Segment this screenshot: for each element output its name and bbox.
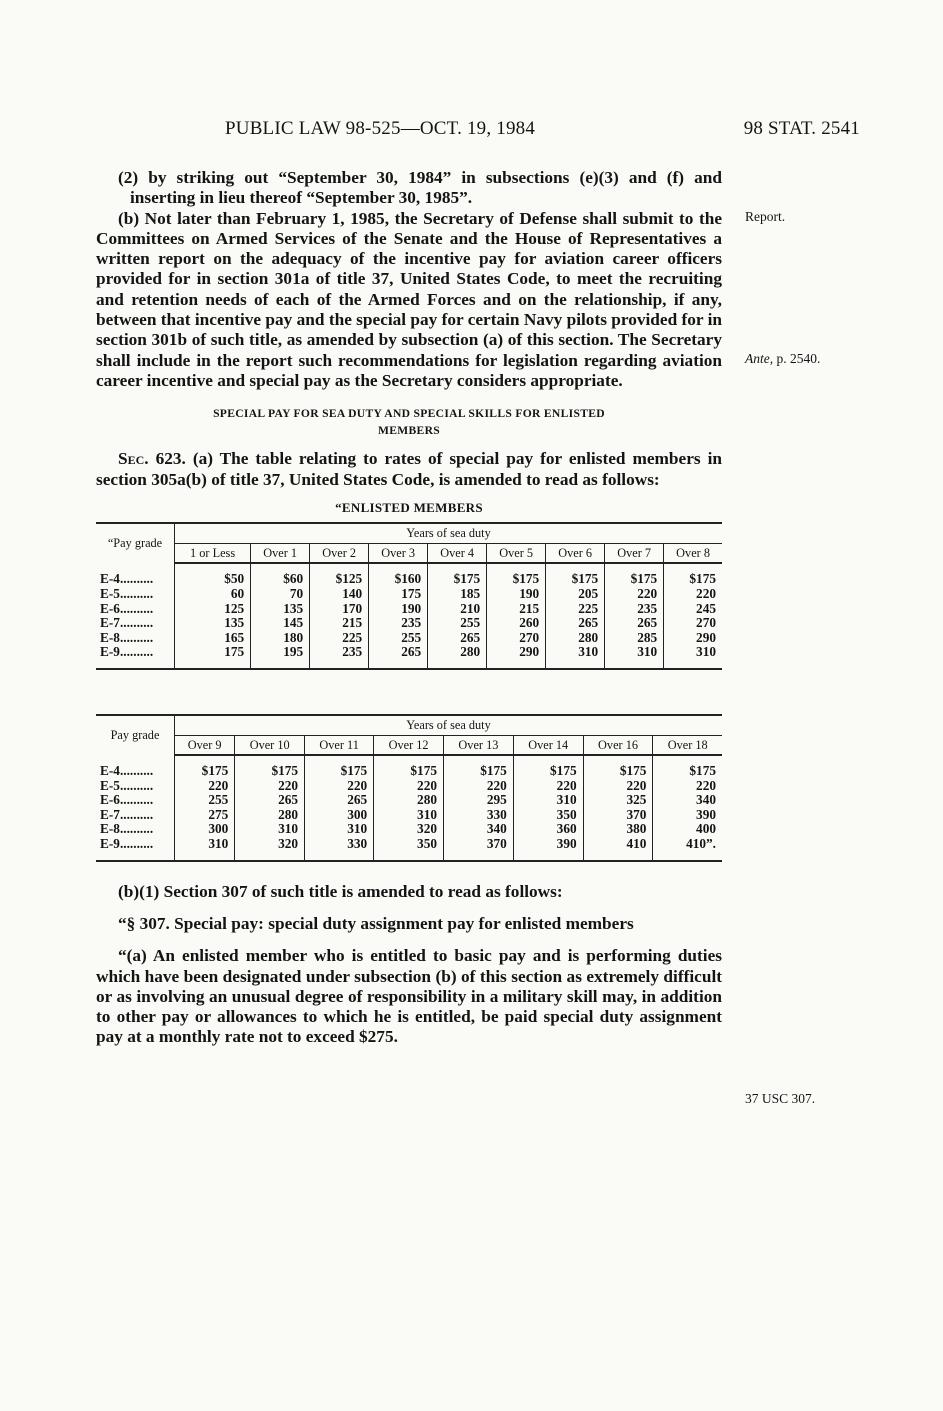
rate-cell: 215 bbox=[310, 616, 369, 631]
rate-cell: 310 bbox=[235, 822, 305, 837]
rate-cell: 140 bbox=[310, 587, 369, 602]
rate-cell: $175 bbox=[653, 755, 722, 779]
rate-cell: 70 bbox=[251, 587, 310, 602]
table-row bbox=[96, 837, 722, 861]
table1-column-header: Over 3 bbox=[369, 543, 428, 563]
rate-cell: 220 bbox=[374, 779, 444, 794]
rate-cell: 135 bbox=[175, 616, 251, 631]
table2-column-header: Over 16 bbox=[583, 735, 653, 755]
table-row bbox=[96, 587, 722, 602]
table1-column-header: Over 8 bbox=[664, 543, 722, 563]
rate-cell: 340 bbox=[444, 822, 514, 837]
rate-cell: 410 bbox=[583, 837, 653, 861]
rate-cell: 195 bbox=[251, 645, 310, 669]
rate-cell: 265 bbox=[428, 631, 487, 646]
pay-grade-cell: E-4.......... bbox=[100, 762, 154, 778]
pay-grade-cell: E-8.......... bbox=[100, 821, 154, 837]
table-row bbox=[96, 755, 722, 779]
rate-cell: 225 bbox=[310, 631, 369, 646]
rate-cell: 220 bbox=[235, 779, 305, 794]
rate-cell: 275 bbox=[175, 808, 235, 823]
rate-cell: 265 bbox=[369, 645, 428, 669]
rate-cell: 235 bbox=[605, 602, 664, 617]
paragraph-section-307-amend: (b)(1) Section 307 of such title is amended to read as follows: bbox=[118, 881, 563, 901]
rate-cell: 320 bbox=[374, 822, 444, 837]
table1-span-header: Years of sea duty bbox=[175, 523, 723, 543]
rate-cell: 220 bbox=[513, 779, 583, 794]
table2-column-header: Over 9 bbox=[175, 735, 235, 755]
margin-note-usc: 37 USC 307. bbox=[745, 1091, 816, 1106]
rate-cell: 190 bbox=[369, 602, 428, 617]
rate-cell: 125 bbox=[175, 602, 251, 617]
rate-cell: 390 bbox=[513, 837, 583, 861]
rate-cell: 280 bbox=[428, 645, 487, 669]
table1-grade-header: “Pay grade bbox=[96, 523, 175, 563]
rate-cell: 310 bbox=[305, 822, 374, 837]
rate-cell: $175 bbox=[605, 563, 664, 587]
rate-cell: $175 bbox=[487, 563, 546, 587]
table-row bbox=[96, 616, 722, 631]
table-row bbox=[96, 645, 722, 669]
pay-grade-cell: E-5.......... bbox=[100, 777, 154, 793]
sec-label: Sec. bbox=[118, 449, 149, 469]
table1-column-header: 1 or Less bbox=[175, 543, 251, 563]
rate-cell: 255 bbox=[369, 631, 428, 646]
rate-cell: 310 bbox=[175, 837, 235, 861]
table1-column-header: Over 6 bbox=[546, 543, 605, 563]
rate-cell: 310 bbox=[546, 645, 605, 669]
rate-cell: 350 bbox=[374, 837, 444, 861]
rate-cell: $175 bbox=[374, 755, 444, 779]
rate-cell: 220 bbox=[653, 779, 722, 794]
table2-column-header: Over 14 bbox=[513, 735, 583, 755]
rate-cell: 220 bbox=[605, 587, 664, 602]
paragraph-report-requirement: (b) Not later than February 1, 1985, the Secretary of Defense shall submit to the Committees on Armed Services of the Senate and the House of Representatives a written report on the adequacy of the incentive pay for aviation career officers provided for in section 301a of title 37, United States Code, to meet the recruiting and retention needs of each of the Armed Forces and on the relationship, if any, between that incentive pay and the special pay for certain Navy pilots provided for in section 301b of such title, as amended by subsection (a) of this section. The Secretary shall include in the report such recommendations for legislation regarding aviation career incentive and special pay as the Secretary considers appropriate. bbox=[96, 208, 722, 390]
rate-cell: 255 bbox=[175, 793, 235, 808]
table-row bbox=[96, 808, 722, 823]
rate-cell: 320 bbox=[235, 837, 305, 861]
rate-cell: 145 bbox=[251, 616, 310, 631]
rate-cell: 300 bbox=[305, 808, 374, 823]
rate-cell: 215 bbox=[487, 602, 546, 617]
table2-column-header: Over 11 bbox=[305, 735, 374, 755]
rate-cell: 310 bbox=[605, 645, 664, 669]
rate-cell: 370 bbox=[583, 808, 653, 823]
table1-column-header: Over 5 bbox=[487, 543, 546, 563]
rate-cell: 265 bbox=[605, 616, 664, 631]
rate-cell: 135 bbox=[251, 602, 310, 617]
rate-cell: $175 bbox=[513, 755, 583, 779]
pay-grade-cell: E-7.......... bbox=[100, 806, 154, 822]
rate-cell: 330 bbox=[305, 837, 374, 861]
table-row bbox=[96, 563, 722, 587]
section-heading-line-2: MEMBERS bbox=[377, 424, 440, 438]
margin-note-ante-label: Ante, bbox=[745, 351, 774, 366]
table-caption: “ENLISTED MEMBERS bbox=[335, 499, 483, 515]
rate-cell: 310 bbox=[664, 645, 722, 669]
paragraph-amendment-2: (2) by striking out “September 30, 1984” in subsections (e)(3) and (f) and inserting in lieu thereof “September 30, 1985”. bbox=[118, 168, 722, 208]
rate-cell: 330 bbox=[444, 808, 514, 823]
rate-cell: $175 bbox=[583, 755, 653, 779]
section-heading bbox=[96, 405, 722, 439]
pay-grade-cell: E-9.......... bbox=[96, 837, 175, 861]
rate-cell: 185 bbox=[428, 587, 487, 602]
table1-column-header: Over 4 bbox=[428, 543, 487, 563]
rate-cell: 280 bbox=[374, 793, 444, 808]
rate-cell: 300 bbox=[175, 822, 235, 837]
paragraph-sec-623 bbox=[96, 449, 722, 490]
pay-grade-cell: E-4.......... bbox=[100, 570, 154, 586]
margin-note-ante-page: p. 2540. bbox=[776, 351, 821, 366]
public-law-title: PUBLIC LAW 98-525—OCT. 19, 1984 bbox=[225, 118, 536, 139]
rate-cell: 180 bbox=[251, 631, 310, 646]
rate-cell: 285 bbox=[605, 631, 664, 646]
table2-span-header: Years of sea duty bbox=[175, 715, 723, 735]
section-heading-line-1: SPECIAL PAY FOR SEA DUTY AND SPECIAL SKILLS FOR ENLISTED bbox=[213, 407, 605, 421]
pay-grade-cell: E-5.......... bbox=[100, 585, 154, 601]
rate-cell: $175 bbox=[546, 563, 605, 587]
table-row bbox=[96, 822, 722, 837]
rate-cell: 190 bbox=[487, 587, 546, 602]
rate-cell: 270 bbox=[487, 631, 546, 646]
rate-cell: 245 bbox=[664, 602, 722, 617]
rate-cell: 265 bbox=[546, 616, 605, 631]
rate-cell: 225 bbox=[546, 602, 605, 617]
rate-cell: 325 bbox=[583, 793, 653, 808]
pay-grade-cell: E-6.......... bbox=[100, 600, 154, 616]
rate-cell: 220 bbox=[175, 779, 235, 794]
rate-cell: 265 bbox=[305, 793, 374, 808]
rate-cell: $175 bbox=[175, 755, 235, 779]
rate-cell: 280 bbox=[546, 631, 605, 646]
pay-grade-cell: E-9.......... bbox=[96, 645, 175, 669]
rate-cell: 380 bbox=[583, 822, 653, 837]
rate-cell: 255 bbox=[428, 616, 487, 631]
rate-cell: 205 bbox=[546, 587, 605, 602]
rate-cell: 265 bbox=[235, 793, 305, 808]
rate-cell: 400 bbox=[653, 822, 722, 837]
table1-column-header: Over 7 bbox=[605, 543, 664, 563]
rate-cell: 310 bbox=[513, 793, 583, 808]
rate-cell: 270 bbox=[664, 616, 722, 631]
rate-cell: 220 bbox=[583, 779, 653, 794]
rate-cell: $175 bbox=[428, 563, 487, 587]
rate-cell: 165 bbox=[175, 631, 251, 646]
sec-623-text: 623. (a) The table relating to rates of special pay for enlisted members in section 305a(b) of title 37, United States Code, is amended to read as follows: bbox=[96, 449, 722, 489]
pay-grade-cell: E-8.......... bbox=[100, 629, 154, 645]
rate-cell: 175 bbox=[369, 587, 428, 602]
rate-cell: 290 bbox=[487, 645, 546, 669]
rate-cell: 340 bbox=[653, 793, 722, 808]
pay-grade-cell: E-6.......... bbox=[100, 792, 154, 808]
rate-cell: 295 bbox=[444, 793, 514, 808]
statute-page-number: 98 STAT. 2541 bbox=[743, 118, 860, 139]
rate-cell: 290 bbox=[664, 631, 722, 646]
rate-cell: 220 bbox=[664, 587, 722, 602]
table-row bbox=[96, 631, 722, 646]
rate-cell: $175 bbox=[305, 755, 374, 779]
table2-column-header: Over 12 bbox=[374, 735, 444, 755]
margin-note-report: Report. bbox=[745, 209, 786, 224]
section-307-heading: “§ 307. Special pay: special duty assignment pay for enlisted members bbox=[118, 913, 634, 933]
rate-cell: 280 bbox=[235, 808, 305, 823]
rate-cell: $160 bbox=[369, 563, 428, 587]
table2-column-header: Over 18 bbox=[653, 735, 722, 755]
table2-column-header: Over 13 bbox=[444, 735, 514, 755]
rate-cell: $175 bbox=[235, 755, 305, 779]
table2-grade-header: Pay grade bbox=[96, 715, 175, 755]
rates-table-1 bbox=[96, 522, 722, 670]
rate-cell: 175 bbox=[175, 645, 251, 669]
table-row bbox=[96, 602, 722, 617]
rate-cell: $125 bbox=[310, 563, 369, 587]
rate-cell: 310 bbox=[374, 808, 444, 823]
margin-note-ante bbox=[745, 351, 820, 367]
rate-cell: 360 bbox=[513, 822, 583, 837]
rate-cell: 260 bbox=[487, 616, 546, 631]
pay-grade-cell: E-7.......... bbox=[100, 615, 154, 631]
rate-cell: 410”. bbox=[653, 837, 722, 861]
rate-cell: 370 bbox=[444, 837, 514, 861]
rate-cell: 235 bbox=[369, 616, 428, 631]
rate-cell: 390 bbox=[653, 808, 722, 823]
rate-cell: 60 bbox=[175, 587, 251, 602]
rate-cell: 220 bbox=[444, 779, 514, 794]
rate-cell: 210 bbox=[428, 602, 487, 617]
paragraph-section-307-a: “(a) An enlisted member who is entitled to basic pay and is performing duties which have been designated under subsection (b) of this section as extremely difficult or as involving an unusual degree of responsibility in a military skill may, in addition to other pay or allowances to which he is entitled, be paid special duty assignment pay at a monthly rate not to exceed $275. bbox=[96, 946, 722, 1047]
rate-cell: $50 bbox=[175, 563, 251, 587]
table-row bbox=[96, 793, 722, 808]
rate-cell: 235 bbox=[310, 645, 369, 669]
rates-table-2 bbox=[96, 714, 722, 862]
document-body bbox=[96, 168, 722, 1048]
table2-column-header: Over 10 bbox=[235, 735, 305, 755]
rate-cell: $175 bbox=[444, 755, 514, 779]
rate-cell: $60 bbox=[251, 563, 310, 587]
rate-cell: $175 bbox=[664, 563, 722, 587]
table1-column-header: Over 2 bbox=[310, 543, 369, 563]
rate-cell: 350 bbox=[513, 808, 583, 823]
rate-cell: 170 bbox=[310, 602, 369, 617]
rate-cell: 220 bbox=[305, 779, 374, 794]
table-row bbox=[96, 779, 722, 794]
table1-column-header: Over 1 bbox=[251, 543, 310, 563]
